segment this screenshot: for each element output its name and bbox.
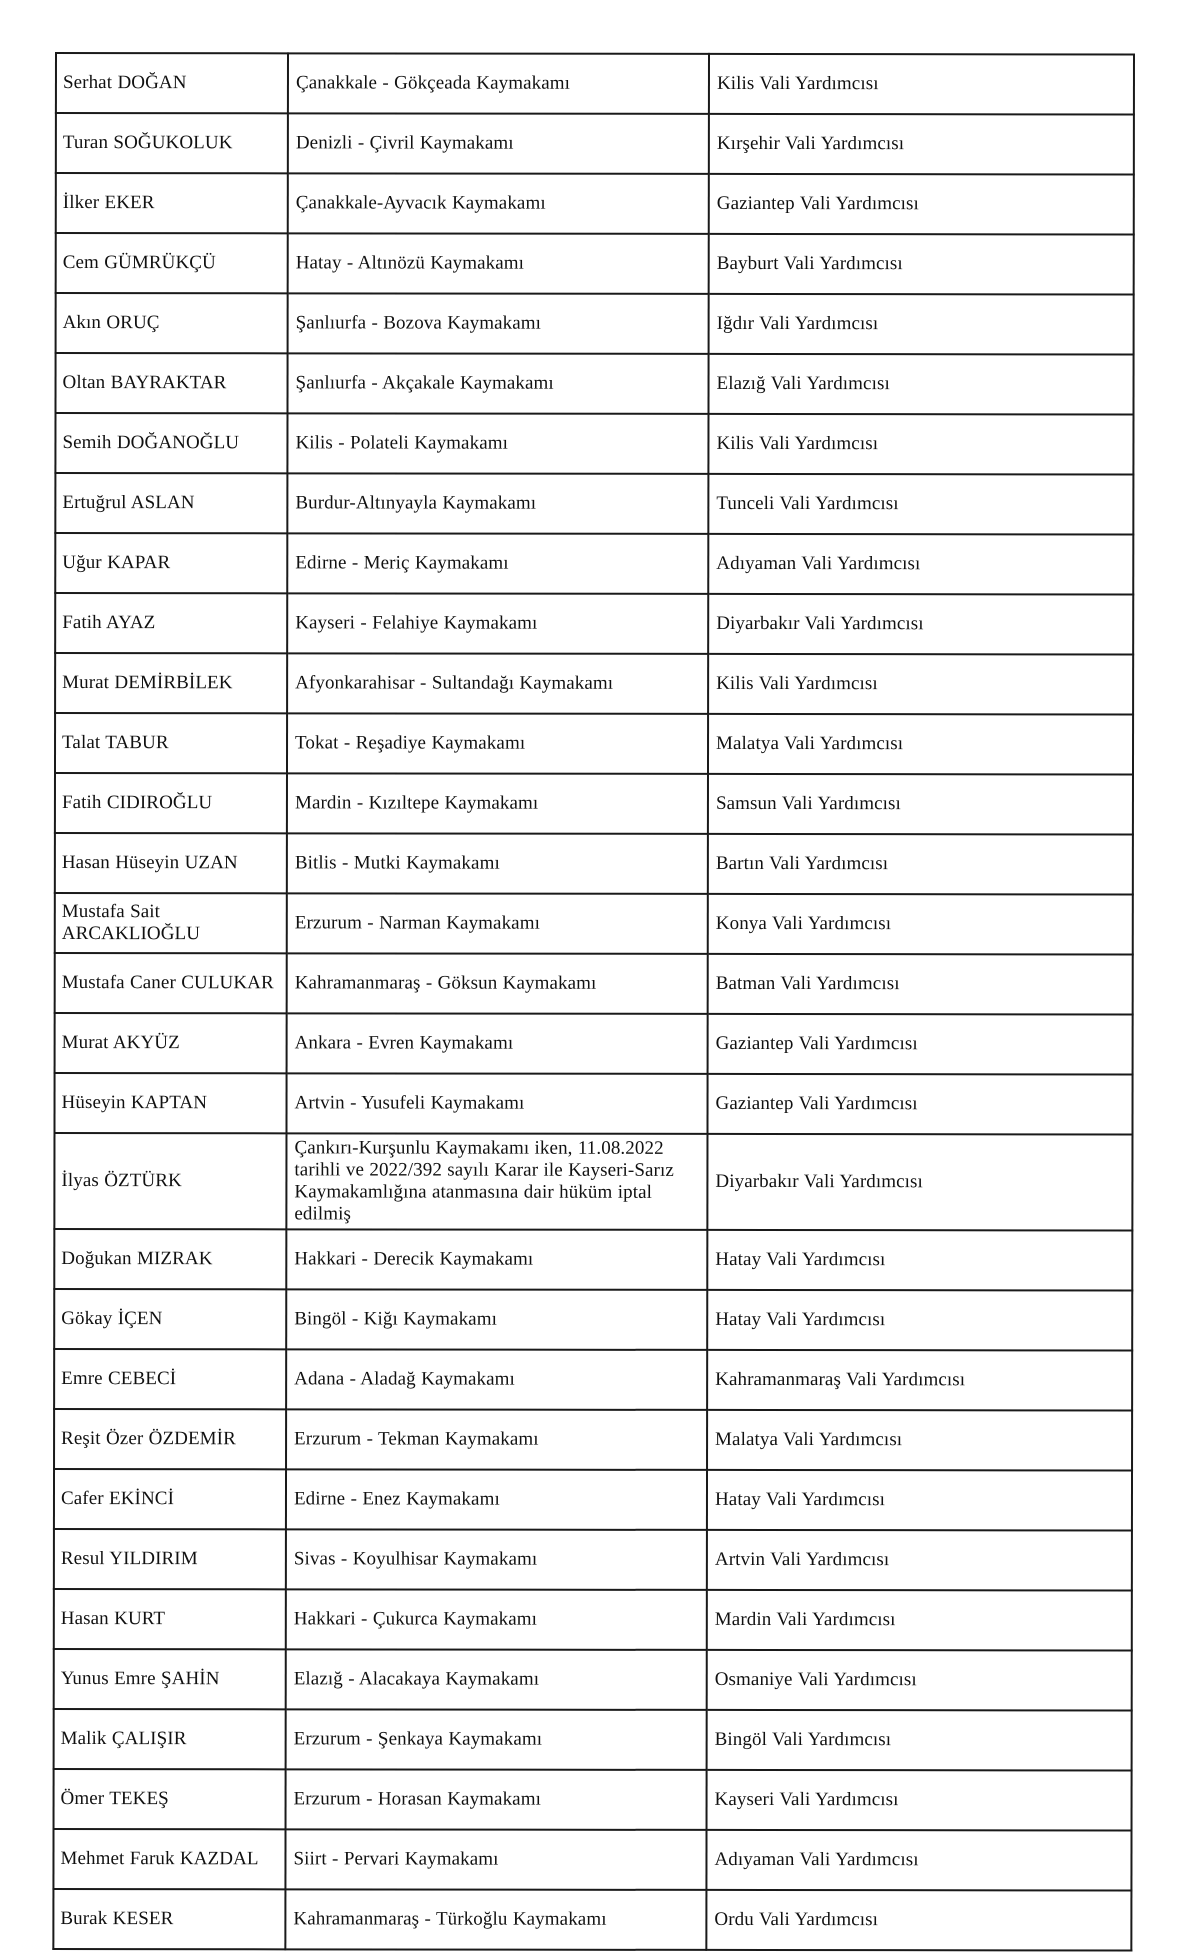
new-assignment: Samsun Vali Yardımcısı [708, 774, 1133, 835]
current-position: Hakkari - Derecik Kaymakamı [286, 1229, 707, 1290]
current-position: Artvin - Yusufeli Kaymakamı [286, 1073, 707, 1134]
new-assignment: Diyarbakır Vali Yardımcısı [707, 1134, 1132, 1231]
current-position: Erzurum - Narman Kaymakamı [287, 893, 708, 954]
official-name: Malik ÇALIŞIR [54, 1709, 286, 1769]
new-assignment: Ordu Vali Yardımcısı [706, 1890, 1131, 1951]
official-name: Gökay İÇEN [54, 1289, 286, 1349]
new-assignment: Malatya Vali Yardımcısı [708, 714, 1133, 775]
current-position: Şanlıurfa - Akçakale Kaymakamı [287, 353, 708, 414]
official-name: Hasan KURT [54, 1589, 286, 1649]
new-assignment: Konya Vali Yardımcısı [708, 894, 1133, 955]
official-name: Fatih AYAZ [55, 593, 287, 653]
table-row [55, 653, 1133, 715]
official-name: Doğukan MIZRAK [54, 1229, 286, 1289]
current-position: Sivas - Koyulhisar Kaymakamı [286, 1529, 707, 1590]
current-position: Adana - Aladağ Kaymakamı [286, 1349, 707, 1410]
current-position: Erzurum - Tekman Kaymakamı [286, 1409, 707, 1470]
official-name: Turan SOĞUKOLUK [56, 113, 288, 173]
official-name: Burak KESER [53, 1889, 285, 1949]
table-row [56, 53, 1134, 115]
new-assignment: Hatay Vali Yardımcısı [707, 1230, 1132, 1291]
official-name: Ömer TEKEŞ [54, 1769, 286, 1829]
table-row [56, 233, 1134, 295]
table-row [55, 1013, 1133, 1075]
official-name: Serhat DOĞAN [56, 53, 288, 113]
table-row [54, 1133, 1132, 1231]
official-name: Mehmet Faruk KAZDAL [53, 1829, 285, 1889]
current-position: Çanakkale-Ayvacık Kaymakamı [288, 173, 709, 234]
table-row [55, 893, 1133, 955]
current-position: Bitlis - Mutki Kaymakamı [287, 833, 708, 894]
new-assignment: Kilis Vali Yardımcısı [708, 654, 1133, 715]
official-name: Akın ORUÇ [56, 293, 288, 353]
table-row [55, 773, 1133, 835]
table-row [54, 1409, 1132, 1471]
official-name: Semih DOĞANOĞLU [55, 413, 287, 473]
table-row [54, 1529, 1132, 1591]
new-assignment: Kırşehir Vali Yardımcısı [709, 114, 1134, 175]
table-row [55, 413, 1133, 475]
new-assignment: Adıyaman Vali Yardımcısı [708, 534, 1133, 595]
table-row [54, 1649, 1132, 1711]
official-name: Fatih CIDIROĞLU [55, 773, 287, 833]
current-position: Denizli - Çivril Kaymakamı [288, 113, 709, 174]
table-row [55, 713, 1133, 775]
table-row [55, 593, 1133, 655]
table-row [56, 173, 1134, 235]
new-assignment: Kilis Vali Yardımcısı [709, 54, 1134, 115]
new-assignment: Kayseri Vali Yardımcısı [707, 1770, 1132, 1831]
table-row [55, 533, 1133, 595]
new-assignment: Hatay Vali Yardımcısı [707, 1290, 1132, 1351]
new-assignment: Elazığ Vali Yardımcısı [708, 354, 1133, 415]
new-assignment: Artvin Vali Yardımcısı [707, 1530, 1132, 1591]
current-position: Edirne - Meriç Kaymakamı [287, 533, 708, 594]
official-name: Mustafa Sait ARCAKLIOĞLU [55, 893, 287, 953]
new-assignment: Bingöl Vali Yardımcısı [707, 1710, 1132, 1771]
table-row [56, 293, 1134, 355]
table-row [54, 1769, 1132, 1831]
table-row [55, 473, 1133, 535]
current-position: Ankara - Evren Kaymakamı [287, 1013, 708, 1074]
table-row [56, 113, 1134, 175]
table-row [54, 1073, 1132, 1135]
current-position: Erzurum - Şenkaya Kaymakamı [286, 1709, 707, 1770]
table-row [54, 1289, 1132, 1351]
new-assignment: Gaziantep Vali Yardımcısı [707, 1074, 1132, 1135]
current-position: Kahramanmaraş - Türkoğlu Kaymakamı [285, 1889, 706, 1950]
official-name: Cafer EKİNCİ [54, 1469, 286, 1529]
new-assignment: Adıyaman Vali Yardımcısı [706, 1830, 1131, 1891]
official-name: Cem GÜMRÜKÇÜ [56, 233, 288, 293]
table-row [54, 1589, 1132, 1651]
new-assignment: Mardin Vali Yardımcısı [707, 1590, 1132, 1651]
official-name: Hüseyin KAPTAN [54, 1073, 286, 1133]
current-position: Siirt - Pervari Kaymakamı [285, 1829, 706, 1890]
current-position: Çanakkale - Gökçeada Kaymakamı [288, 53, 709, 114]
current-position: Hakkari - Çukurca Kaymakamı [286, 1589, 707, 1650]
current-position: Kilis - Polateli Kaymakamı [287, 413, 708, 474]
official-name: Talat TABUR [55, 713, 287, 773]
table-row [53, 1829, 1131, 1891]
current-position: Hatay - Altınözü Kaymakamı [288, 233, 709, 294]
official-name: Emre CEBECİ [54, 1349, 286, 1409]
official-name: Ertuğrul ASLAN [55, 473, 287, 533]
new-assignment: Kahramanmaraş Vali Yardımcısı [707, 1350, 1132, 1411]
new-assignment: Iğdır Vali Yardımcısı [709, 294, 1134, 355]
official-name: Murat AKYÜZ [55, 1013, 287, 1073]
current-position: Mardin - Kızıltepe Kaymakamı [287, 773, 708, 834]
current-position: Afyonkarahisar - Sultandağı Kaymakamı [287, 653, 708, 714]
official-name: Murat DEMİRBİLEK [55, 653, 287, 713]
current-position: Çankırı-Kurşunlu Kaymakamı iken, 11.08.2022 tarihli ve 2022/392 sayılı Karar ile Kayseri-Sarız Kaymakamlığına atanmasına dair hüküm iptal edilmiş [286, 1133, 707, 1230]
official-name: Reşit Özer ÖZDEMİR [54, 1409, 286, 1469]
official-name: Yunus Emre ŞAHİN [54, 1649, 286, 1709]
appointments-table [52, 52, 1135, 1952]
table-row [54, 1229, 1132, 1291]
table-row [55, 353, 1133, 415]
official-name: Mustafa Caner CULUKAR [55, 953, 287, 1013]
new-assignment: Kilis Vali Yardımcısı [708, 414, 1133, 475]
new-assignment: Bayburt Vali Yardımcısı [709, 234, 1134, 295]
new-assignment: Diyarbakır Vali Yardımcısı [708, 594, 1133, 655]
table-row [54, 1709, 1132, 1771]
new-assignment: Bartın Vali Yardımcısı [708, 834, 1133, 895]
appointments-table-body [53, 53, 1134, 1951]
current-position: Şanlıurfa - Bozova Kaymakamı [288, 293, 709, 354]
current-position: Elazığ - Alacakaya Kaymakamı [286, 1649, 707, 1710]
current-position: Burdur-Altınyayla Kaymakamı [287, 473, 708, 534]
new-assignment: Gaziantep Vali Yardımcısı [709, 174, 1134, 235]
official-name: Resul YILDIRIM [54, 1529, 286, 1589]
official-name: Uğur KAPAR [55, 533, 287, 593]
new-assignment: Osmaniye Vali Yardımcısı [707, 1650, 1132, 1711]
new-assignment: Malatya Vali Yardımcısı [707, 1410, 1132, 1471]
current-position: Kahramanmaraş - Göksun Kaymakamı [287, 953, 708, 1014]
new-assignment: Hatay Vali Yardımcısı [707, 1470, 1132, 1531]
official-name: Oltan BAYRAKTAR [55, 353, 287, 413]
official-name: İlyas ÖZTÜRK [54, 1133, 286, 1229]
table-row [55, 833, 1133, 895]
table-row [54, 1349, 1132, 1411]
current-position: Tokat - Reşadiye Kaymakamı [287, 713, 708, 774]
current-position: Kayseri - Felahiye Kaymakamı [287, 593, 708, 654]
new-assignment: Tunceli Vali Yardımcısı [708, 474, 1133, 535]
new-assignment: Gaziantep Vali Yardımcısı [708, 1014, 1133, 1075]
table-row [54, 1469, 1132, 1531]
current-position: Erzurum - Horasan Kaymakamı [286, 1769, 707, 1830]
official-name: İlker EKER [56, 173, 288, 233]
official-name: Hasan Hüseyin UZAN [55, 833, 287, 893]
table-row [55, 953, 1133, 1015]
current-position: Edirne - Enez Kaymakamı [286, 1469, 707, 1530]
current-position: Bingöl - Kiğı Kaymakamı [286, 1289, 707, 1350]
new-assignment: Batman Vali Yardımcısı [708, 954, 1133, 1015]
